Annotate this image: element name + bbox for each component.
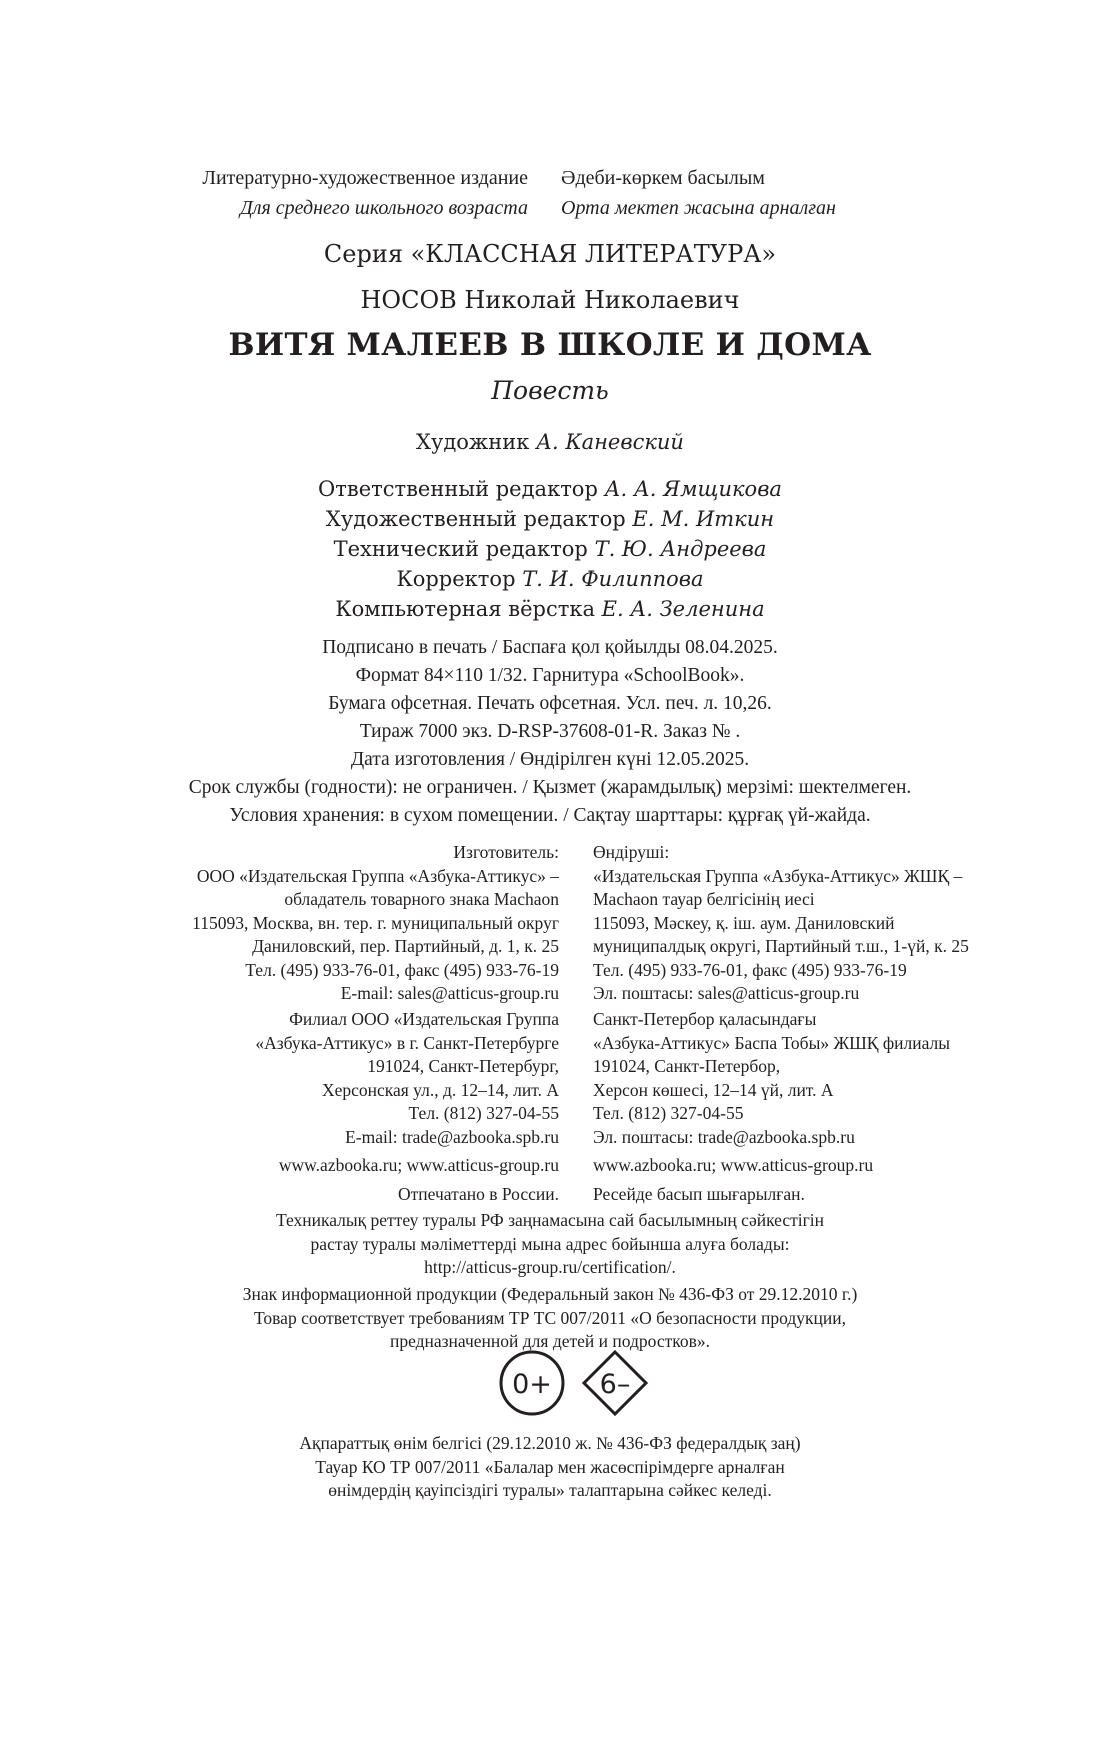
credit-line: [0, 597, 1100, 621]
credit-name: А. А. Ямщикова: [604, 477, 782, 501]
artist-name: А. Каневский: [536, 430, 684, 454]
manufacturer-line: 115093, Москва, вн. тер. г. муниципальный округ: [192, 912, 559, 933]
info-sign-line: Знак информационной продукции (Федеральный закон № 436-ФЗ от 29.12.2010 г.): [242, 1284, 858, 1304]
series-title: Серия «КЛАССНАЯ ЛИТЕРАТУРА»: [323, 240, 777, 268]
credit-role: Художественный редактор: [325, 507, 626, 531]
branch-block: [0, 1008, 1100, 1206]
age-diamond-label: 6–: [599, 1369, 631, 1400]
age-group-ru: Для среднего школьного возраста: [240, 197, 528, 219]
branch-line: Тел. (812) 327-04-55: [593, 1103, 744, 1123]
manufacturer-line: 115093, Мәскеу, қ. іш. аум. Даниловский: [593, 912, 895, 933]
imprint-line: Срок службы (годности): не ограничен. / Қызмет (жарамдылық) мерзімі: шектелмеген.: [188, 777, 912, 798]
credit-role: Компьютерная вёрстка: [335, 597, 595, 621]
info-sign-line: өнімдердің қауіпсіздігі туралы» талаптарына сәйкес келеді.: [328, 1480, 772, 1500]
credit-name: Е. А. Зеленина: [601, 597, 765, 621]
imprint-line: Тираж 7000 экз. D-RSP-37608-01-R. Заказ № .: [359, 721, 741, 742]
manufacturer-block: [0, 841, 1100, 1006]
edition-type-kz: Әдеби-көркем басылым: [561, 167, 765, 189]
age-circle-label: 0+: [512, 1369, 552, 1400]
author-name: НОСОВ Николай Николаевич: [360, 286, 740, 314]
branch-line: 191024, Санкт-Петербург,: [367, 1056, 559, 1076]
branch-kz: [561, 1008, 1100, 1206]
manufacturer-line: Изготовитель:: [453, 842, 559, 862]
manufacturer-line: ООО «Издательская Группа «Азбука-Аттикус» –: [196, 865, 559, 886]
imprint-line: Бумага офсетная. Печать офсетная. Усл. печ. л. 10,26.: [328, 693, 772, 714]
certification-line: растау туралы мәліметтерді мына адрес бойынша алуға болады:: [310, 1233, 790, 1254]
credit-name: Т. И. Филиппова: [522, 567, 704, 591]
certification-line: Техникалық реттеу туралы РФ заңнамасына сай басылымның сәйкестігін: [275, 1210, 825, 1230]
imprint-line: Дата изготовления / Өндірілген күні 12.05.2025.: [350, 749, 750, 770]
manufacturer-line: Өндіруші:: [593, 842, 670, 862]
branch-websites: www.azbooka.ru; www.atticus-group.ru: [278, 1155, 559, 1175]
branch-line: 191024, Санкт-Петербор,: [593, 1056, 781, 1076]
artist-credit: [0, 430, 1100, 454]
credit-line: [0, 507, 1100, 531]
genre: Повесть: [491, 376, 609, 405]
credit-line: [0, 567, 1100, 591]
credit-role: Корректор: [396, 567, 516, 591]
credit-role: Ответственный редактор: [318, 477, 598, 501]
age-circle-icon: [501, 1352, 563, 1414]
imprint-line: Условия хранения: в сухом помещении. / Сақтау шарттары: құрғақ үй-жайда.: [229, 805, 871, 826]
branch-line: Санкт-Петербор қаласындағы: [593, 1009, 817, 1029]
printed-in: Отпечатано в России.: [398, 1183, 559, 1204]
branch-email: E-mail: trade@azbooka.spb.ru: [345, 1126, 559, 1147]
info-sign-line: Товар соответствует требованиям ТР ТС 007/2011 «О безопасности продукции,: [254, 1307, 846, 1328]
age-group-kz: Орта мектеп жасына арналған: [561, 197, 836, 219]
branch-line: Тел. (812) 327-04-55: [408, 1103, 559, 1123]
manufacturer-line: «Издательская Группа «Азбука-Аттикус» ЖШҚ –: [593, 865, 963, 886]
branch-websites: www.azbooka.ru; www.atticus-group.ru: [593, 1155, 874, 1175]
credit-name: Е. М. Иткин: [632, 507, 775, 531]
manufacturer-email: E-mail: sales@atticus-group.ru: [340, 983, 559, 1003]
manufacturer-line: Тел. (495) 933-76-01, факс (495) 933-76-19: [245, 959, 559, 980]
certification-url: http://atticus-group.ru/certification/.: [424, 1257, 676, 1277]
branch-ru: [0, 1008, 561, 1206]
branch-line: «Азбука-Аттикус» Баспа Тобы» ЖШҚ филиалы: [593, 1032, 951, 1053]
credit-role: Технический редактор: [333, 537, 588, 561]
branch-line: Филиал ООО «Издательская Группа: [289, 1009, 559, 1029]
edition-type-row: [0, 163, 1100, 194]
book-title: ВИТЯ МАЛЕЕВ В ШКОЛЕ И ДОМА: [228, 327, 872, 363]
age-marks: [498, 1349, 662, 1417]
credit-line: [0, 537, 1100, 561]
imprint-line: Подписано в печать / Баспаға қол қойылды 08.04.2025.: [322, 637, 778, 658]
manufacturer-line: обладатель товарного знака Machaon: [284, 889, 559, 909]
age-group-row: [0, 193, 1100, 224]
info-sign-line: Ақпараттық өнім белгісі (29.12.2010 ж. № 436-ФЗ федералдық заң): [299, 1433, 801, 1453]
age-diamond-icon: [584, 1352, 646, 1414]
branch-line: Херсонская ул., д. 12–14, лит. А: [321, 1079, 559, 1100]
manufacturer-line: Machaon тауар белгісінің иесі: [593, 889, 815, 909]
credit-line: [0, 477, 1100, 501]
manufacturer-line: Тел. (495) 933-76-01, факс (495) 933-76-19: [593, 959, 907, 980]
certification-block: [0, 1209, 1100, 1280]
edition-type-ru: Литературно-художественное издание: [202, 167, 528, 189]
manufacturer-kz: [561, 841, 1100, 1006]
manufacturer-line: Даниловский, пер. Партийный, д. 1, к. 25: [252, 936, 559, 956]
artist-role: Художник: [416, 430, 530, 454]
branch-line: Херсон көшесі, 12–14 үй, лит. А: [593, 1079, 834, 1100]
printed-in: Ресейде басып шығарылған.: [593, 1183, 805, 1204]
credit-name: Т. Ю. Андреева: [594, 537, 767, 561]
info-sign-line: предназначенной для детей и подростков».: [389, 1331, 711, 1351]
branch-line: «Азбука-Аттикус» в г. Санкт-Петербурге: [255, 1032, 559, 1053]
imprint-line: Формат 84×110 1/32. Гарнитура «SchoolBook».: [355, 665, 745, 686]
info-sign-line: Тауар КО ТР 007/2011 «Балалар мен жасөспірімдерге арналған: [315, 1456, 785, 1477]
manufacturer-ru: [0, 841, 561, 1006]
manufacturer-line: муниципалдық округі, Партийный т.ш., 1-үй, к. 25: [593, 936, 969, 956]
info-sign-kz: [0, 1432, 1100, 1503]
branch-email: Эл. поштасы: trade@azbooka.spb.ru: [593, 1126, 855, 1147]
info-sign-ru: [0, 1283, 1100, 1354]
manufacturer-email: Эл. поштасы: sales@atticus-group.ru: [593, 983, 860, 1003]
